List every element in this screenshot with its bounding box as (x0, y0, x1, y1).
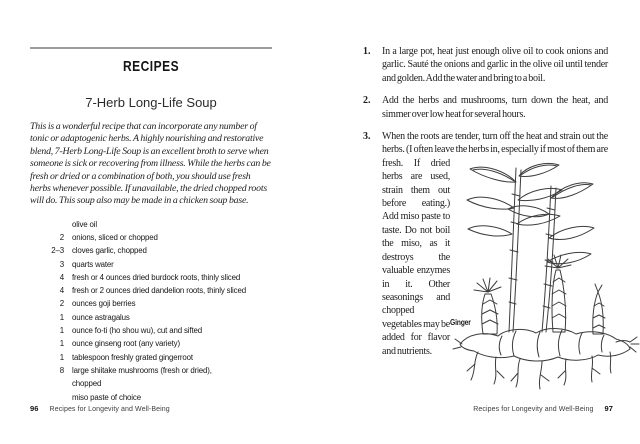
ingredient-name: fresh or 2 ounces dried dandelion roots, thinly sliced (72, 286, 246, 296)
ingredient-name: tablespoon freshly grated gingerroot (72, 352, 193, 362)
ingredient-qty: 1 (59, 352, 64, 362)
ginger-caption: Ginger (450, 318, 471, 328)
ingredient-qty: 8 (59, 365, 64, 375)
page-left (30, 0, 272, 404)
ingredient-qty: 2 (59, 299, 64, 309)
ingredient-qty: 1 (59, 312, 64, 322)
ingredient-row (36, 297, 272, 310)
recipe-intro: This is a wonderful recipe that can incorporate any number of tonic or adaptogenic herbs. A highly nourishing and restorative blend, 7-Herb Long-Life Soup is an excellent broth to serve when someone is sick or recovering from illness. While the herbs can be fresh or dried or a combination of both, you should use fresh herbs whenever possible. If unavailable, the dried chopped roots will do. This soup also may be made in a chicken soup base. (30, 121, 271, 207)
ingredient-qty: 3 (59, 259, 64, 269)
running-title-right: Recipes for Longevity and Well-Being (473, 406, 594, 413)
ingredients-list (36, 218, 272, 404)
step-item (363, 94, 608, 121)
step-number: 2. (363, 95, 371, 107)
step-item (363, 130, 608, 358)
ginger-figure (450, 130, 608, 382)
ginger-illustration (452, 162, 636, 378)
section-header-label: RECIPES (122, 58, 180, 75)
ingredient-qty (36, 391, 72, 404)
ingredient-row (36, 218, 272, 231)
step-text: When the roots are tender, turn off the heat and strain out the herbs. (I often leave the herbs in, especially if most of them are fresh. If dried herbs are used, strain them out before eating.) Add miso paste to taste. Do not boil the miso, as it destroys the valuable enzymes in it. Other seasonings and chopped vegetables may be added for flavor and nutrients. (382, 131, 608, 357)
ingredient-row (36, 284, 272, 297)
ingredient-qty: 1 (59, 339, 64, 349)
ingredient-row (36, 324, 272, 337)
ingredient-row (36, 364, 272, 391)
section-header (30, 58, 272, 74)
footer-right (473, 404, 613, 413)
ingredient-row (36, 337, 272, 350)
recipe-title: 7-Herb Long-Life Soup (85, 95, 217, 110)
step-text: In a large pot, heat just enough olive oil to cook onions and garlic. Sauté the onions and garlic in the olive oil until tender and golden. Add the water and bring to a boil. (382, 46, 608, 84)
ingredient-name: olive oil (72, 219, 97, 229)
ingredient-name: cloves garlic, chopped (72, 246, 147, 256)
step-number: 1. (363, 46, 371, 57)
ingredient-name: ounces goji berries (72, 299, 136, 309)
ingredient-qty: 1 (59, 326, 64, 336)
ingredient-name: large shiitake mushrooms (fresh or dried), chopped (72, 365, 212, 389)
method-steps (363, 45, 608, 382)
ingredient-name: fresh or 4 ounces dried burdock roots, thinly sliced (72, 272, 241, 282)
ingredient-row (36, 351, 272, 364)
ingredient-row (36, 391, 272, 404)
step-text: Add the herbs and mushrooms, turn down the heat, and simmer over low heat for several hours. (382, 95, 608, 120)
footer-left (30, 404, 170, 413)
ingredient-qty: 2–3 (51, 246, 64, 256)
ingredient-row (36, 311, 272, 324)
running-title-left: Recipes for Longevity and Well-Being (49, 406, 170, 413)
page-number-left: 96 (30, 404, 39, 413)
ingredient-row (36, 244, 272, 257)
step-item (363, 45, 608, 85)
ingredient-qty: 2 (59, 232, 64, 242)
ingredient-qty: 4 (59, 286, 64, 296)
ingredient-name: ounce ginseng root (any variety) (72, 339, 180, 349)
step-number: 3. (363, 131, 371, 143)
ingredient-name: quarts water (72, 259, 114, 269)
ingredient-name: miso paste of choice (72, 392, 141, 402)
ingredient-row (36, 231, 272, 244)
ingredient-row (36, 258, 272, 271)
ingredient-name: onions, sliced or chopped (72, 232, 158, 242)
ingredient-qty (36, 218, 72, 231)
ingredient-name: ounce fo-ti (ho shou wu), cut and sifted (72, 326, 202, 336)
page-number-right: 97 (604, 404, 613, 413)
ingredient-name: ounce astragalus (72, 312, 130, 322)
section-divider-rule (30, 47, 272, 49)
ingredient-row (36, 271, 272, 284)
ingredient-qty: 4 (59, 272, 64, 282)
